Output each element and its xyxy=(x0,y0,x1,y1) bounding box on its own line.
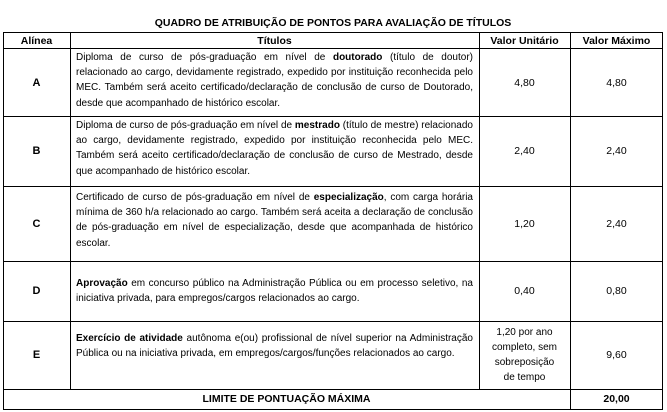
row-c-text-bold: especialização xyxy=(313,192,384,203)
rule-header-top xyxy=(3,32,663,33)
row-a-valor-unitario: 4,80 xyxy=(514,76,535,89)
header-valor-unitario: Valor Unitário xyxy=(490,35,559,47)
rule-right-edge xyxy=(662,32,663,410)
row-b-text-pre: Diploma de curso de pós-graduação em nível de xyxy=(76,120,295,131)
row-a-titulo xyxy=(70,50,479,116)
row-e-valor-maximo: 9,60 xyxy=(606,349,627,361)
row-c-valor-unitario: 1,20 xyxy=(514,217,535,230)
row-b-text-post: (título de mestre) relacionado ao cargo, devidamente registrado, expedido por instituição reconhecida pelo MEC. Também será aceito certificado/declaração de conclusão de curso de Mestrado, desde que acompanhado de histórico escolar. xyxy=(76,120,473,177)
row-c-alinea: C xyxy=(32,217,41,230)
row-d-titulo xyxy=(70,276,479,316)
row-a-valor-maximo: 4,80 xyxy=(606,76,627,89)
header-titulos: Títulos xyxy=(257,35,292,47)
row-b-alinea: B xyxy=(32,145,41,157)
footer-value: 20,00 xyxy=(603,393,630,405)
row-e-valor-unitario: 1,20 por ano completo, sem sobreposição de tempo xyxy=(491,327,558,383)
rule-col-titulos xyxy=(479,32,480,389)
rule-col-valor-unitario xyxy=(570,32,571,410)
row-d-valor-unitario: 0,40 xyxy=(514,285,535,297)
row-b-valor-maximo: 2,40 xyxy=(606,145,627,157)
rule-row-b-bottom xyxy=(3,186,663,187)
row-a-text-post: (título de doutor) relacionado ao cargo, devidamente registrado, expedido por instituição reconhecida pelo MEC. Também será aceito certificado/declaração de conclusão de curso de Doutorado, desde que acompanhado de histórico escolar. xyxy=(76,52,473,109)
row-a-text-bold: doutorado xyxy=(332,52,383,63)
row-e-text-post: autônoma e(ou) profissional de nível superior na Administração Pública ou na iniciativa privada, em empregos/cargos/funções relacionados ao cargo. xyxy=(76,333,473,360)
row-b-text-bold: mestrado xyxy=(294,120,340,131)
row-e-titulo xyxy=(70,331,479,389)
row-e-text-bold: Exercício de atividade xyxy=(76,333,183,344)
rule-row-e-bottom xyxy=(3,389,663,390)
rule-col-alinea xyxy=(70,32,71,389)
footer-label: LIMITE DE PONTUAÇÃO MÁXIMA xyxy=(202,393,371,405)
row-b-titulo xyxy=(70,118,479,186)
row-d-text-post: em concurso público na Administração Pública ou em processo seletivo, na iniciativa privada, para empregos/cargos relacionados ao cargo. xyxy=(76,278,473,305)
rule-row-d-bottom xyxy=(3,321,663,322)
rule-left-edge xyxy=(3,32,4,410)
table-title: QUADRO DE ATRIBUIÇÃO DE PONTOS PARA AVALIAÇÃO DE TÍTULOS xyxy=(154,17,512,29)
row-d-valor-maximo: 0,80 xyxy=(606,285,627,297)
row-c-valor-maximo: 2,40 xyxy=(606,217,627,230)
row-c-titulo xyxy=(70,190,479,261)
rule-row-a-bottom xyxy=(3,116,663,117)
row-d-text-bold: Aprovação xyxy=(76,278,128,289)
row-e-alinea: E xyxy=(32,349,41,361)
rule-row-c-bottom xyxy=(3,261,663,262)
rule-header-bottom xyxy=(3,48,663,49)
row-a-alinea: A xyxy=(32,76,41,89)
points-table xyxy=(3,14,663,410)
row-c-text-pre: Certificado de curso de pós-graduação em nível de xyxy=(76,192,314,203)
row-c-text-post: , com carga horária mínima de 360 h/a relacionado ao cargo. Também será aceita a declaração de conclusão de pós-graduação em nível de especialização, desde que acompanhada de histórico escolar. xyxy=(76,192,473,249)
rule-table-bottom xyxy=(3,409,663,410)
row-d-alinea: D xyxy=(32,285,41,297)
row-b-valor-unitario: 2,40 xyxy=(514,145,535,157)
row-a-text-pre: Diploma de curso de pós-graduação em nível de xyxy=(76,52,333,63)
header-valor-maximo: Valor Máximo xyxy=(582,35,651,47)
header-alinea: Alínea xyxy=(20,35,53,47)
